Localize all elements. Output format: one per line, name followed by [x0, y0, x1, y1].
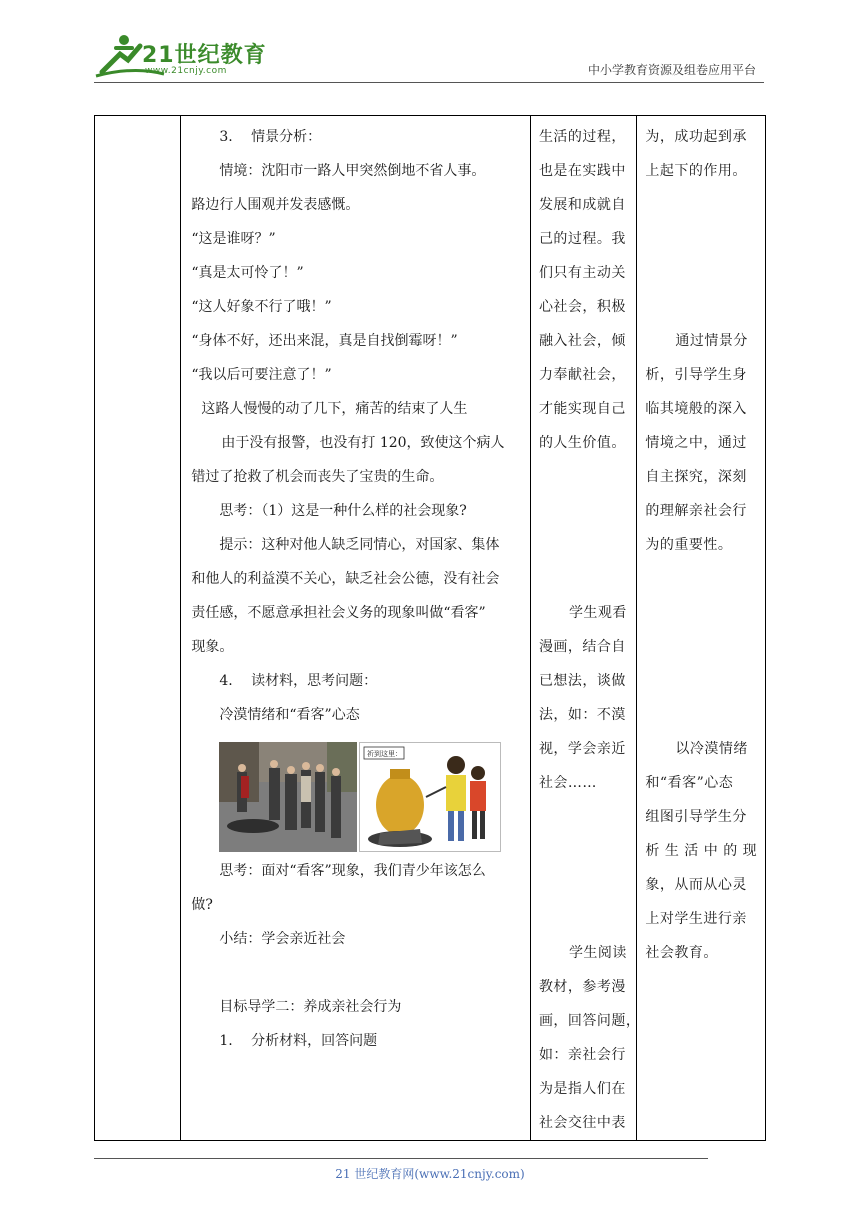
- text-line: 错过了抢救了机会而丧失了宝贵的生命。: [191, 469, 444, 485]
- text-line: 小结：学会亲近社会: [219, 931, 346, 947]
- text-line: 3. 情景分析：: [219, 129, 322, 145]
- text-line: 1. 分析材料，回答问题: [219, 1033, 378, 1049]
- text-line: 路边行人围观并发表感慨。: [191, 197, 360, 213]
- text-line: 为是指人们在: [538, 1081, 626, 1097]
- logo-text: 21世纪教育: [142, 43, 267, 68]
- text-line: 才能实现自己: [538, 401, 626, 417]
- header-rule: [94, 82, 764, 83]
- text-line: “真是太可怜了！”: [191, 265, 304, 281]
- text-line: 也是在实践中: [538, 163, 626, 179]
- text-line: 情境：沈阳市一路人甲突然倒地不省人事。: [219, 163, 486, 179]
- text-line: 和“看客”心态: [645, 775, 734, 791]
- text-line: 为的重要性。: [645, 537, 733, 553]
- student-activity-cell: [530, 116, 641, 1141]
- text-line: 视，学会亲近: [538, 741, 626, 757]
- text-line: 由于没有报警，也没有打 120，致使这个病人: [221, 435, 505, 451]
- spacer: [191, 956, 521, 990]
- text-line: 临其境般的深入: [645, 401, 747, 417]
- design-intent-cell: [637, 116, 766, 1141]
- table-row: [95, 116, 766, 1141]
- illustration-row: [219, 742, 521, 852]
- spacer: [645, 188, 757, 324]
- logo-url: www.21cnjy.com: [145, 66, 227, 76]
- text-line: 现象。: [191, 639, 234, 655]
- crowd-photo: [219, 742, 357, 852]
- text-line: 上起下的作用。: [645, 163, 747, 179]
- text-line: 思考：（1）这是一种什么样的社会现象?: [219, 503, 467, 519]
- text-line: 析 生 活 中 的 现: [645, 843, 758, 859]
- text-line: 自主探究，深刻: [645, 469, 747, 485]
- text-line: 法，如：不漠: [538, 707, 626, 723]
- text-line: 做?: [191, 897, 213, 913]
- text-line: 学生阅读: [568, 945, 627, 961]
- text-line: 组图引导学生分: [645, 809, 747, 825]
- text-line: 社会……: [538, 775, 597, 791]
- text-line: 以冷漠情绪: [675, 741, 748, 757]
- text-line: 学生观看: [568, 605, 627, 621]
- section-cell: [95, 116, 181, 1141]
- text-line: 漫画，结合自: [538, 639, 626, 655]
- teaching-content-cell: [181, 116, 531, 1141]
- text-line: 画，回答问题，: [538, 1013, 641, 1029]
- text-line: 这路人慢慢的动了几下，痛苦的结束了人生: [201, 401, 468, 417]
- text-line: 己的过程。我: [538, 231, 626, 247]
- spacer: [539, 800, 628, 936]
- lesson-table: [94, 115, 766, 1141]
- text-line: 融入社会，倾: [538, 333, 626, 349]
- text-line: 目标导学二：养成亲社会行为: [219, 999, 402, 1015]
- text-line: 和他人的利益漠不关心，缺乏社会公德，没有社会: [191, 571, 500, 587]
- spacer: [539, 460, 628, 596]
- text-line: “这人好象不行了哦！”: [191, 299, 332, 315]
- text-line: 社会交往中表: [538, 1115, 626, 1131]
- text-line: 已想法，谈做: [538, 673, 626, 689]
- footer-rule: [94, 1158, 708, 1159]
- platform-title: 中小学教育资源及组卷应用平台: [587, 63, 756, 77]
- text-line: 冷漠情绪和“看客”心态: [219, 707, 360, 723]
- text-line: 社会教育。: [645, 945, 718, 961]
- text-line: 思考：面对“看客”现象，我们青少年该怎么: [219, 863, 486, 879]
- text-line: 情境之中，通过: [645, 435, 747, 451]
- apathy-cartoon: [359, 742, 501, 852]
- text-line: 上对学生进行亲: [645, 911, 747, 927]
- text-line: “这是谁呀？”: [191, 231, 276, 247]
- text-line: 如：亲社会行: [538, 1047, 626, 1063]
- text-line: 为，成功起到承: [645, 129, 747, 145]
- text-line: 生活的过程，: [538, 129, 626, 145]
- text-line: “身体不好，还出来混，真是自找倒霉呀！”: [191, 333, 458, 349]
- text-line: 析，引导学生身: [645, 367, 747, 383]
- page-header: [0, 0, 860, 90]
- text-line: 象，从而从心灵: [645, 877, 747, 893]
- text-line: 的理解亲社会行: [645, 503, 747, 519]
- text-line: 们只有主动关: [538, 265, 626, 281]
- spacer: [645, 562, 757, 732]
- text-line: 力奉献社会，: [538, 367, 626, 383]
- text-line: 教材，参考漫: [538, 979, 626, 995]
- cartoon-caption: 祈到这里：: [367, 750, 403, 758]
- footer-text: 21 世纪教育网(www.21cnjy.com): [335, 1167, 525, 1181]
- text-line: 发展和成就自: [538, 197, 626, 213]
- text-line: 心社会，积极: [538, 299, 626, 315]
- text-line: 通过情景分: [675, 333, 748, 349]
- text-line: 提示：这种对他人缺乏同情心，对国家、集体: [219, 537, 500, 553]
- text-line: “我以后可要注意了！”: [191, 367, 332, 383]
- text-line: 责任感，不愿意承担社会义务的现象叫做“看客”: [191, 605, 486, 621]
- text-line: 的人生价值。: [538, 435, 626, 451]
- text-line: 4. 读材料，思考问题：: [219, 673, 378, 689]
